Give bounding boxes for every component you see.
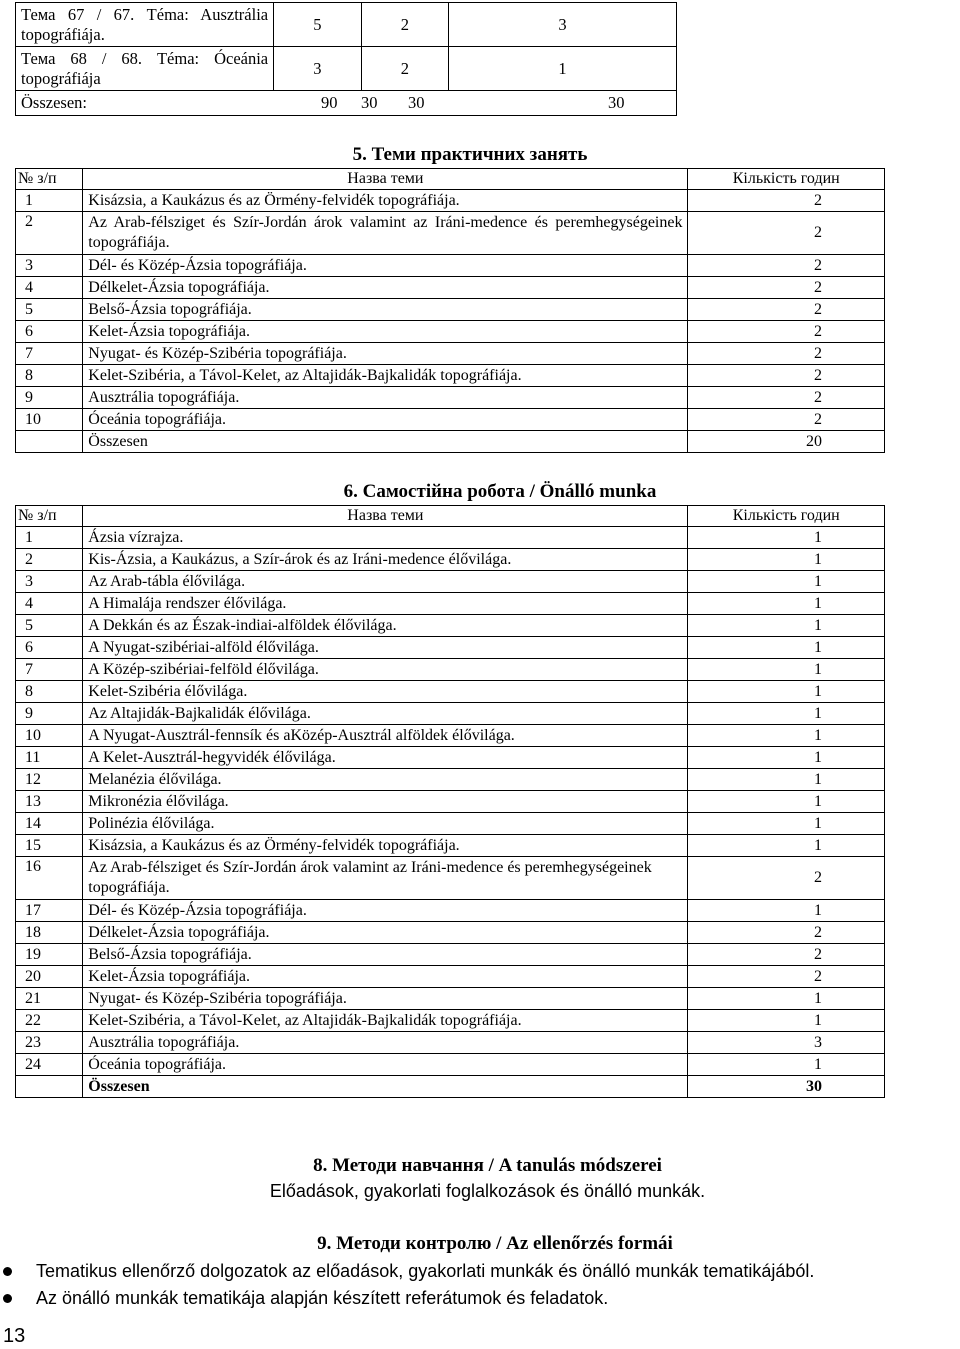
- header-hours: Кількість годин: [688, 506, 885, 527]
- row-num: 10: [16, 725, 83, 747]
- row-hours: 2: [688, 857, 885, 900]
- row-num: 13: [16, 791, 83, 813]
- row-hours: 1: [688, 1010, 885, 1032]
- table-row: [16, 3, 677, 47]
- row-hours: 2: [688, 365, 885, 387]
- row-name: Kisázsia, a Kaukázus és az Örmény-felvidék topográfiája.: [83, 190, 688, 212]
- table-row: [16, 637, 885, 659]
- row-name: Dél- és Közép-Ázsia topográfiája.: [83, 255, 688, 277]
- row-name: Ázsia vízrajza.: [83, 527, 688, 549]
- table-row: [16, 769, 885, 791]
- row-name: Az Arab-tábla élővilága.: [83, 571, 688, 593]
- row-name: Kelet-Szibéria, a Távol-Kelet, az Altajidák-Bajkalidák topográfiája.: [83, 365, 688, 387]
- row-num: 4: [16, 277, 83, 299]
- row-name: Az Altajidák-Bajkalidák élővilága.: [83, 703, 688, 725]
- row-num: 9: [16, 703, 83, 725]
- topic-cell: Тема 67 / 67. Téma: Ausztrália topográfiája.: [16, 3, 274, 47]
- table-row: [16, 615, 885, 637]
- table-row: [16, 47, 677, 91]
- row-hours: 1: [688, 615, 885, 637]
- row-num: 12: [16, 769, 83, 791]
- self-study-table: [15, 505, 885, 1098]
- section5-title: 5. Теми практичних занять: [352, 144, 588, 165]
- table-row: [16, 527, 885, 549]
- row-name: Ausztrália topográfiája.: [83, 387, 688, 409]
- row-num: 2: [16, 212, 83, 255]
- row-hours: 1: [688, 769, 885, 791]
- row-hours: 1: [688, 791, 885, 813]
- total-label: Összesen:: [21, 93, 87, 112]
- row-hours: 2: [688, 212, 885, 255]
- table-row: [16, 549, 885, 571]
- row-name: Kelet-Ázsia topográfiája.: [83, 966, 688, 988]
- header-num: № з/п: [16, 169, 83, 190]
- table-row: [16, 1032, 885, 1054]
- row-name: Az Arab-félsziget és Szír-Jordán árok valamint az Iráni-medence és peremhegységeinek topográfiája.: [83, 857, 688, 900]
- table-row: [16, 571, 885, 593]
- row-name: A Közép-szibériai-felföld élővilága.: [83, 659, 688, 681]
- row-num: 17: [16, 900, 83, 922]
- hours-summary-table: [15, 2, 677, 116]
- row-hours: 1: [688, 593, 885, 615]
- table-row: [16, 343, 885, 365]
- row-name: A Dekkán és az Észak-indiai-alföldek élővilága.: [83, 615, 688, 637]
- row-name: Belső-Ázsia topográfiája.: [83, 944, 688, 966]
- row-name: Polinézia élővilága.: [83, 813, 688, 835]
- row-hours: 2: [688, 190, 885, 212]
- table-row: [16, 659, 885, 681]
- row-hours: 2: [688, 966, 885, 988]
- total-label: Összesen: [83, 1076, 688, 1098]
- row-num: 15: [16, 835, 83, 857]
- row-num: 9: [16, 387, 83, 409]
- row-name: Belső-Ázsia topográfiája.: [83, 299, 688, 321]
- table-row: [16, 703, 885, 725]
- row-name: A Nyugat-szibériai-alföld élővilága.: [83, 637, 688, 659]
- table-row: [16, 900, 885, 922]
- header-num: № з/п: [16, 506, 83, 527]
- row-hours: 2: [688, 321, 885, 343]
- row-hours: 2: [688, 944, 885, 966]
- row-name: Óceánia topográfiája.: [83, 1054, 688, 1076]
- row-name: Óceánia topográfiája.: [83, 409, 688, 431]
- total-row: [16, 1076, 885, 1098]
- row-num: 7: [16, 343, 83, 365]
- row-name: Kelet-Szibéria, a Távol-Kelet, az Altajidák-Bajkalidák topográfiája.: [83, 1010, 688, 1032]
- row-num: 14: [16, 813, 83, 835]
- row-num: 6: [16, 637, 83, 659]
- header-name: Назва теми: [83, 169, 688, 190]
- row-name: Kis-Ázsia, a Kaukázus, a Szír-árok és az Iráni-medence élővilága.: [83, 549, 688, 571]
- row-hours: 1: [688, 549, 885, 571]
- value-cell: 2: [361, 47, 448, 91]
- row-num: 2: [16, 549, 83, 571]
- table-row: [16, 791, 885, 813]
- header-name: Назва теми: [83, 506, 688, 527]
- row-num: 21: [16, 988, 83, 1010]
- row-num: 23: [16, 1032, 83, 1054]
- row-num: 1: [16, 190, 83, 212]
- value-cell: 1: [449, 47, 677, 91]
- row-hours: 1: [688, 835, 885, 857]
- table-row: [16, 835, 885, 857]
- table-row: [16, 944, 885, 966]
- row-hours: 2: [688, 255, 885, 277]
- row-hours: 3: [688, 1032, 885, 1054]
- table-row: [16, 255, 885, 277]
- row-name: Az Arab-félsziget és Szír-Jordán árok valamint az Iráni-medence és peremhegységeinek topográfiája.: [83, 212, 688, 255]
- total-value: 30: [361, 93, 378, 112]
- total-row: [16, 91, 677, 116]
- table-row: [16, 1054, 885, 1076]
- row-hours: 1: [688, 988, 885, 1010]
- total-value: 90: [321, 93, 338, 112]
- row-num: 19: [16, 944, 83, 966]
- table-row: [16, 922, 885, 944]
- list-item: [0, 1285, 814, 1312]
- table-row: [16, 857, 885, 900]
- row-hours: 2: [688, 343, 885, 365]
- row-name: Ausztrália topográfiája.: [83, 1032, 688, 1054]
- row-name: Délkelet-Ázsia topográfiája.: [83, 277, 688, 299]
- row-num: 5: [16, 615, 83, 637]
- control-methods-list: [0, 1258, 814, 1312]
- row-name: Kelet-Ázsia topográfiája.: [83, 321, 688, 343]
- table-row: [16, 681, 885, 703]
- practical-topics-table: [15, 168, 885, 453]
- total-value: 30: [408, 93, 425, 112]
- row-hours: 1: [688, 813, 885, 835]
- bullet-icon: [3, 1294, 12, 1303]
- section9-title: 9. Методи контролю / Az ellenőrzés formái: [317, 1233, 673, 1254]
- row-num: 6: [16, 321, 83, 343]
- value-cell: 3: [449, 3, 677, 47]
- table-row: [16, 277, 885, 299]
- row-num: 1: [16, 527, 83, 549]
- table-header-row: [16, 169, 885, 190]
- table-row: [16, 725, 885, 747]
- row-name: Dél- és Közép-Ázsia topográfiája.: [83, 900, 688, 922]
- total-hours: 30: [688, 1076, 885, 1098]
- table-header-row: [16, 506, 885, 527]
- row-hours: 1: [688, 1054, 885, 1076]
- row-name: Kelet-Szibéria élővilága.: [83, 681, 688, 703]
- table-row: [16, 321, 885, 343]
- row-name: A Himalája rendszer élővilága.: [83, 593, 688, 615]
- row-name: Kisázsia, a Kaukázus és az Örmény-felvidék topográfiája.: [83, 835, 688, 857]
- table-row: [16, 966, 885, 988]
- row-hours: 2: [688, 922, 885, 944]
- row-hours: 1: [688, 703, 885, 725]
- page-number: 13: [3, 1325, 26, 1347]
- row-name: A Kelet-Ausztrál-hegyvidék élővilága.: [83, 747, 688, 769]
- row-hours: 2: [688, 277, 885, 299]
- value-cell: 3: [274, 47, 361, 91]
- row-hours: 2: [688, 409, 885, 431]
- table-row: [16, 190, 885, 212]
- value-cell: 2: [361, 3, 448, 47]
- row-name: Délkelet-Ázsia topográfiája.: [83, 922, 688, 944]
- row-num: 8: [16, 681, 83, 703]
- row-num: 18: [16, 922, 83, 944]
- row-name: Mikronézia élővilága.: [83, 791, 688, 813]
- row-hours: 1: [688, 527, 885, 549]
- row-num: 4: [16, 593, 83, 615]
- table-row: [16, 212, 885, 255]
- table-row: [16, 747, 885, 769]
- total-hours: 20: [688, 431, 885, 453]
- list-item-text: Tematikus ellenőrző dolgozatok az előadások, gyakorlati munkák és önálló munkák tematikájából.: [36, 1261, 815, 1281]
- row-name: Melanézia élővilága.: [83, 769, 688, 791]
- value-cell: 5: [274, 3, 361, 47]
- table-row: [16, 1010, 885, 1032]
- row-hours: 1: [688, 637, 885, 659]
- table-row: [16, 988, 885, 1010]
- row-num: 3: [16, 255, 83, 277]
- section8-text: Előadások, gyakorlati foglalkozások és önálló munkák.: [269, 1181, 706, 1201]
- row-num: 11: [16, 747, 83, 769]
- row-num: 5: [16, 299, 83, 321]
- row-hours: 1: [688, 659, 885, 681]
- row-hours: 1: [688, 747, 885, 769]
- header-hours: Кількість годин: [688, 169, 885, 190]
- total-value: 30: [608, 93, 625, 112]
- row-name: Nyugat- és Közép-Szibéria topográfiája.: [83, 988, 688, 1010]
- row-num: 22: [16, 1010, 83, 1032]
- row-num: 3: [16, 571, 83, 593]
- section8-title: 8. Методи навчання / A tanulás módszerei: [313, 1155, 662, 1176]
- row-num: 16: [16, 857, 83, 900]
- row-num: 20: [16, 966, 83, 988]
- row-name: Nyugat- és Közép-Szibéria topográfiája.: [83, 343, 688, 365]
- bullet-icon: [3, 1267, 12, 1276]
- table-row: [16, 299, 885, 321]
- row-hours: 1: [688, 900, 885, 922]
- table-row: [16, 365, 885, 387]
- total-row: [16, 431, 885, 453]
- row-num: 24: [16, 1054, 83, 1076]
- row-num: 10: [16, 409, 83, 431]
- total-label: Összesen: [83, 431, 688, 453]
- table-row: [16, 813, 885, 835]
- row-num: 7: [16, 659, 83, 681]
- section6-title: 6. Самостійна робота / Önálló munka: [343, 481, 657, 502]
- topic-cell: Тема 68 / 68. Téma: Óceánia topográfiája: [16, 47, 274, 91]
- row-hours: 2: [688, 387, 885, 409]
- row-name: A Nyugat-Ausztrál-fennsík és aKözép-Ausztrál alföldek élővilága.: [83, 725, 688, 747]
- table-row: [16, 593, 885, 615]
- row-hours: 1: [688, 681, 885, 703]
- table-row: [16, 387, 885, 409]
- list-item-text: Az önálló munkák tematikája alapján készített referátumok és feladatok.: [36, 1288, 609, 1308]
- table-row: [16, 409, 885, 431]
- row-hours: 2: [688, 299, 885, 321]
- list-item: [0, 1258, 814, 1285]
- row-hours: 1: [688, 725, 885, 747]
- row-hours: 1: [688, 571, 885, 593]
- row-num: 8: [16, 365, 83, 387]
